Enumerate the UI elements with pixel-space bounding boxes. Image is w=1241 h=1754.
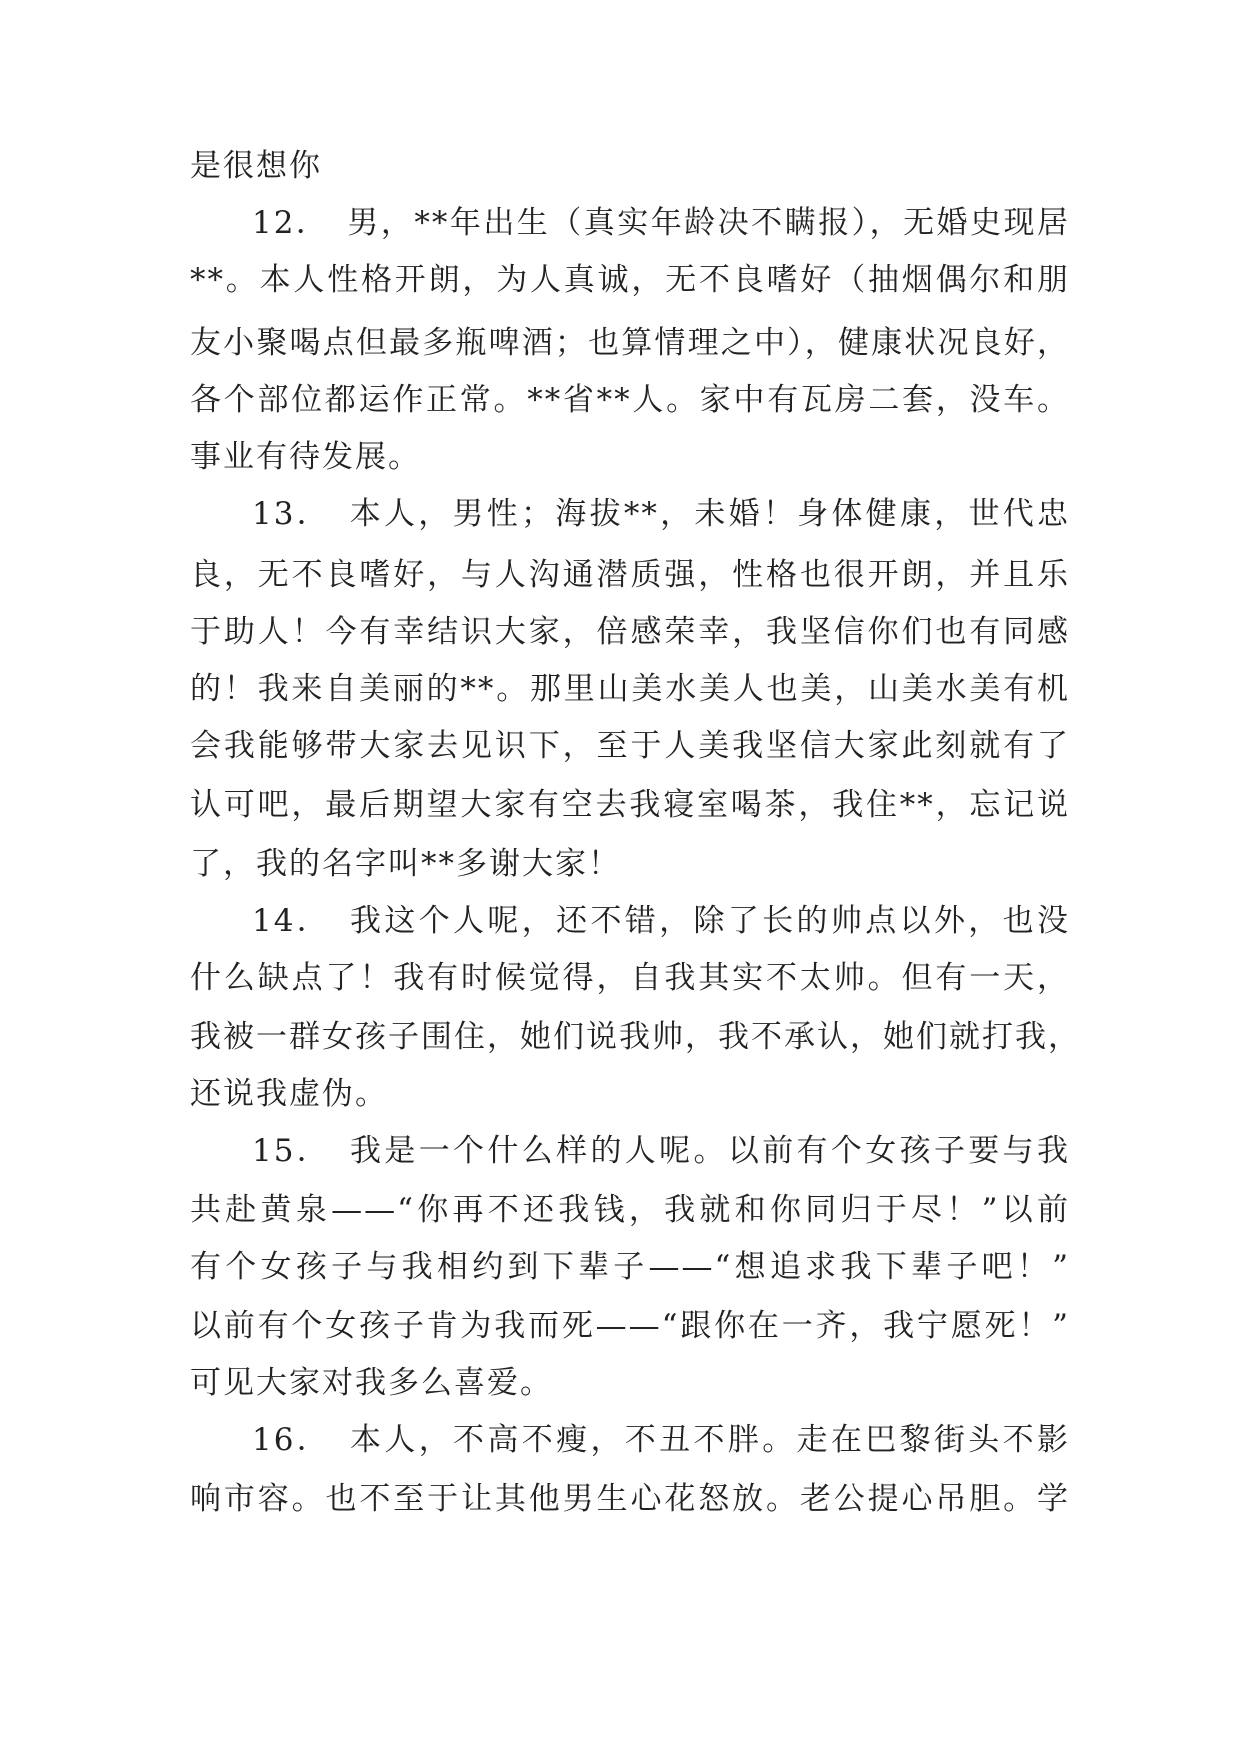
- text-line: 我被一群女孩子围住，她们说我帅，我不承认，她们就打我，: [190, 1019, 1081, 1055]
- text-line: 以前有个女孩子肯为我而死——“跟你在一齐，我宁愿死！”: [190, 1308, 1070, 1344]
- text-line: 友小聚喝点但最多瓶啤酒；也算情理之中），健康状况良好，: [190, 325, 1070, 361]
- text-line: 还说我虚伪。: [190, 1076, 388, 1112]
- text-line: 有个女孩子与我相约到下辈子——“想追求我下辈子吧！”: [190, 1249, 1070, 1285]
- text-line: 的！我来自美丽的**。那里山美水美人也美，山美水美有机: [190, 671, 1070, 707]
- text-line: 共赴黄泉——“你再不还我钱，我就和你同归于尽！”以前: [190, 1192, 1070, 1228]
- text-line: 13． 本人，男性；海拔**，未婚！身体健康，世代忠: [252, 496, 1070, 532]
- text-line: 响市容。也不至于让其他男生心花怒放。老公提心吊胆。学: [190, 1481, 1070, 1517]
- text-line: 14． 我这个人呢，还不错，除了长的帅点以外，也没: [252, 903, 1070, 939]
- text-line: 各个部位都运作正常。**省**人。家中有瓦房二套，没车。: [190, 382, 1070, 418]
- text-line: 12． 男，**年出生（真实年龄决不瞒报），无婚史现居: [252, 205, 1070, 241]
- text-line: 良，无不良嗜好，与人沟通潜质强，性格也很开朗，并且乐: [190, 557, 1070, 593]
- text-line: 15． 我是一个什么样的人呢。以前有个女孩子要与我: [252, 1133, 1070, 1169]
- text-line: 什么缺点了！我有时候觉得，自我其实不太帅。但有一天，: [190, 960, 1070, 996]
- text-line: 了，我的名字叫**多谢大家！: [190, 846, 621, 882]
- text-line: **。本人性格开朗，为人真诚，无不良嗜好（抽烟偶尔和朋: [190, 262, 1070, 298]
- text-line: 16． 本人，不高不瘦，不丑不胖。走在巴黎街头不影: [252, 1422, 1070, 1458]
- text-line: 可见大家对我多么喜爱。: [190, 1365, 553, 1401]
- text-line: 于助人！今有幸结识大家，倍感荣幸，我坚信你们也有同感: [190, 614, 1070, 650]
- text-line: 认可吧，最后期望大家有空去我寝室喝茶，我住**，忘记说: [190, 787, 1070, 823]
- text-line: 会我能够带大家去见识下，至于人美我坚信大家此刻就有了: [190, 728, 1070, 764]
- text-line: 是很想你: [190, 148, 322, 184]
- text-line: 事业有待发展。: [190, 439, 421, 475]
